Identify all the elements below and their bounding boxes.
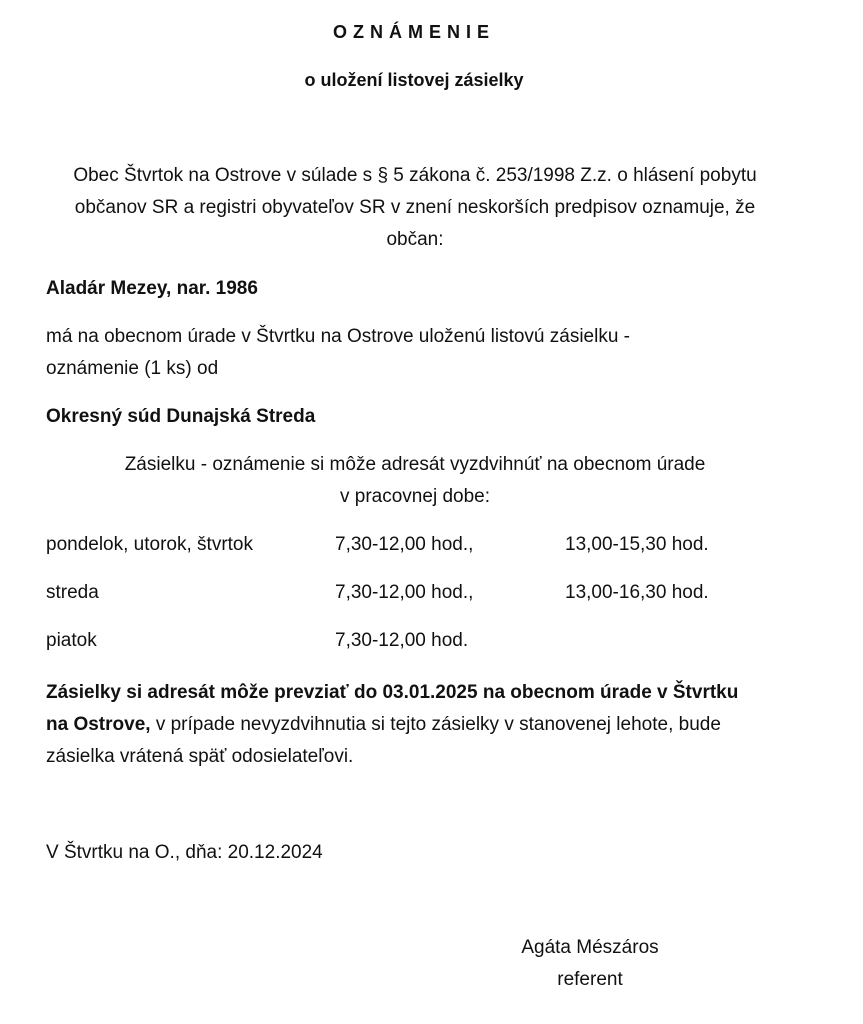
hours-day: pondelok, utorok, štvrtok	[46, 534, 253, 555]
hours-morning: 7,30-12,00 hod.,	[335, 534, 474, 555]
hours-morning: 7,30-12,00 hod.	[335, 630, 469, 651]
citizen-name: Aladár Mezey, nar. 1986	[46, 278, 258, 299]
deadline-text: v prípade nevyzdvihnutia si tejto zásielky v stanovenej lehote, bude	[150, 714, 721, 735]
hours-afternoon: 13,00-15,30 hod.	[565, 534, 709, 555]
hours-row	[46, 625, 806, 657]
place-date: V Štvrtku na O., dňa: 20.12.2024	[46, 842, 323, 863]
intro-line: Obec Štvrtok na Ostrove v súlade s § 5 zákona č. 253/1998 Z.z. o hlásení pobytu	[73, 165, 757, 186]
deposit-paragraph	[46, 321, 630, 385]
intro-line: občan:	[386, 229, 444, 250]
hours-morning: 7,30-12,00 hod.,	[335, 582, 474, 603]
signatory-role: referent	[557, 969, 623, 990]
pickup-line: Zásielku - oznámenie si môže adresát vyzdvihnúť na obecnom úrade	[124, 454, 706, 475]
pickup-paragraph	[40, 449, 790, 513]
hours-row	[46, 529, 806, 561]
deposit-line: oznámenie (1 ks) od	[46, 358, 219, 379]
deadline-paragraph	[46, 677, 816, 773]
hours-day: piatok	[46, 630, 97, 651]
deadline-bold-text: na Ostrove,	[46, 714, 151, 735]
signature-block	[490, 932, 690, 996]
signatory-name: Agáta Mészáros	[521, 937, 659, 958]
hours-row	[46, 577, 806, 609]
document-subtitle: o uložení listovej zásielky	[304, 70, 524, 90]
document-title: OZNÁMENIE	[333, 22, 495, 42]
intro-paragraph	[40, 160, 790, 256]
hours-afternoon: 13,00-16,30 hod.	[565, 582, 709, 603]
deadline-line: zásielka vrátená späť odosielateľovi.	[46, 746, 354, 767]
deadline-line: Zásielky si adresát môže prevziať do 03.01.2025 na obecnom úrade v Štvrtku	[46, 682, 739, 703]
hours-day: streda	[46, 582, 99, 603]
intro-line: občanov SR a registri obyvateľov SR v znení neskorších predpisov oznamuje, že	[74, 197, 756, 218]
deposit-line: má na obecnom úrade v Štvrtku na Ostrove uloženú listovú zásielku -	[46, 326, 631, 347]
sender-name: Okresný súd Dunajská Streda	[46, 406, 316, 427]
pickup-line: v pracovnej dobe:	[340, 486, 490, 507]
deadline-line	[46, 709, 816, 741]
